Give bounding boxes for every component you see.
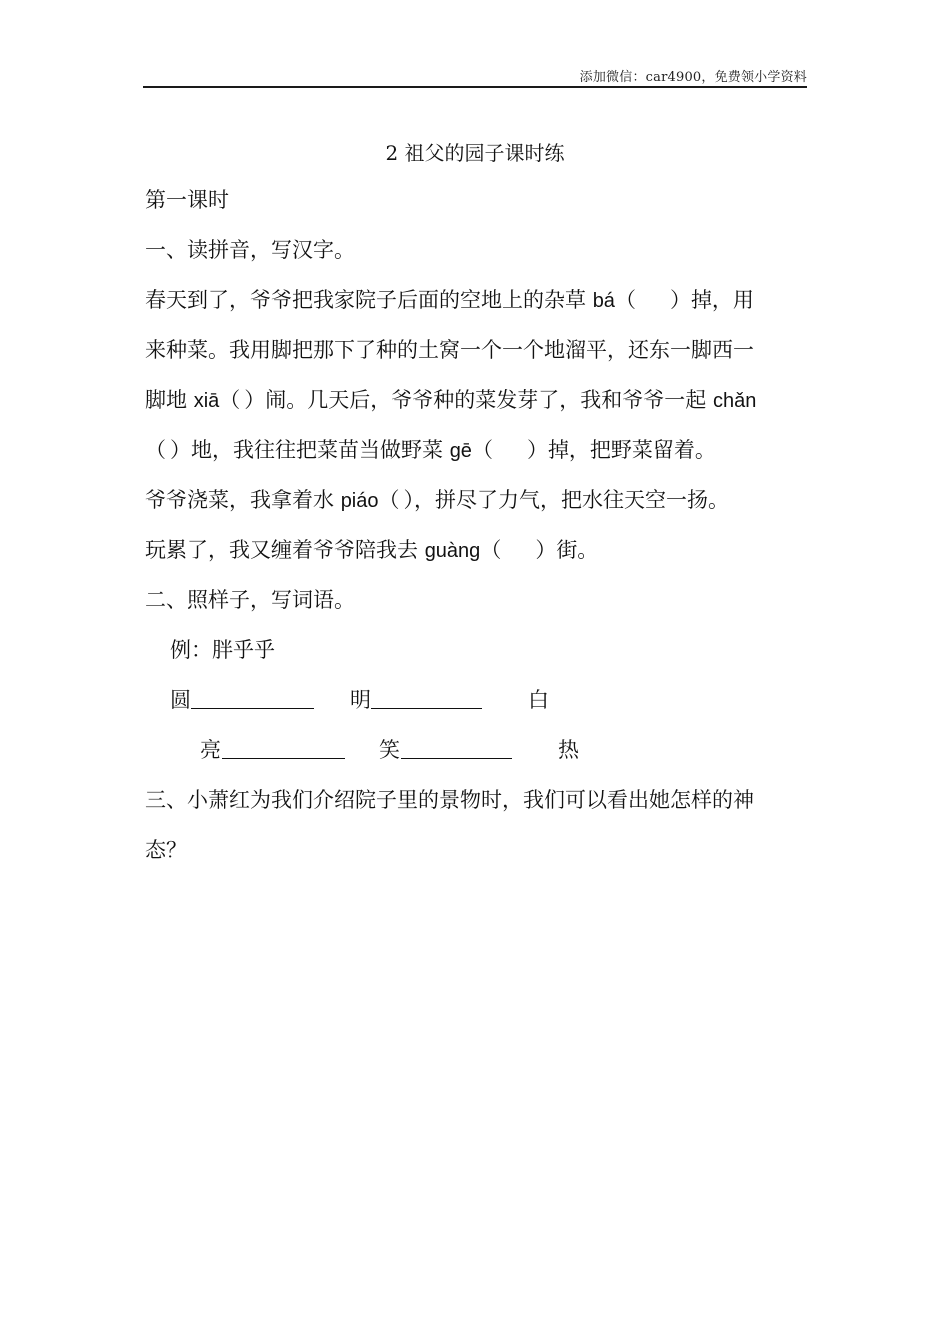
close-paren: ） xyxy=(526,438,548,462)
word-blank-xiao[interactable] xyxy=(401,757,512,759)
paragraph-line-4 xyxy=(145,436,716,465)
word-prompt-bai: 白 xyxy=(528,688,549,712)
open-paren: （ xyxy=(614,288,636,312)
text-segment: 春天到了，爷爷把我家院子后面的空地上的杂草 xyxy=(145,288,593,312)
word-blank-ming[interactable] xyxy=(371,707,482,709)
open-paren: （ xyxy=(471,438,493,462)
pinyin-ba: bá xyxy=(592,290,615,312)
text-segment: 脚地 xyxy=(145,388,194,412)
paragraph-line-5 xyxy=(145,486,729,515)
open-paren: （ xyxy=(480,538,502,562)
close-paren: ） xyxy=(669,288,691,312)
paragraph-line-3 xyxy=(145,386,756,415)
word-blank-yuan[interactable] xyxy=(191,707,314,709)
text-segment: 掉，用 xyxy=(690,288,754,312)
close-paren: ） xyxy=(535,538,557,562)
section3-question-line1: 三、小萧红为我们介绍院子里的景物时，我们可以看出她怎样的神 xyxy=(145,788,754,812)
word-prompt-ming: 明 xyxy=(350,688,371,712)
example-word: 例：胖乎乎 xyxy=(170,638,275,662)
text-segment: 地，我往往把菜苗当做野菜 xyxy=(191,438,450,462)
word-blank-liang[interactable] xyxy=(222,757,345,759)
text-segment: 玩累了，我又缠着爷爷陪我去 xyxy=(145,538,425,562)
pinyin-chan: chǎn xyxy=(712,390,757,412)
section3-question-line2: 态？ xyxy=(145,838,187,862)
section2-heading: 二、照样子，写词语。 xyxy=(145,588,355,612)
text-segment: 街。 xyxy=(556,538,599,562)
page-title: 2 祖父的园子课时练 xyxy=(385,141,565,165)
paragraph-line-1 xyxy=(145,286,754,315)
text-segment: ，拼尽了力气，把水往天空一扬。 xyxy=(414,488,729,512)
word-prompt-liang: 亮 xyxy=(200,738,221,762)
close-paren: ） xyxy=(244,388,266,412)
word-prompt-yuan: 圆 xyxy=(170,688,191,712)
word-prompt-xiao: 笑 xyxy=(379,738,400,762)
header-note: 添加微信：car4900，免费领小学资料 xyxy=(579,70,807,85)
open-paren: （ xyxy=(145,438,166,462)
lesson-label: 第一课时 xyxy=(145,188,229,212)
section1-heading: 一、读拼音，写汉字。 xyxy=(145,238,355,262)
pinyin-xia: xiā xyxy=(193,390,220,412)
pinyin-guang: guàng xyxy=(424,540,481,562)
pinyin-piao: piáo xyxy=(340,490,379,512)
text-segment: 掉，把野菜留着。 xyxy=(547,438,716,462)
open-paren: （ xyxy=(378,488,400,512)
open-paren: （ xyxy=(219,388,241,412)
text-segment: 闹。几天后，爷爷种的菜发芽了，我和爷爷一起 xyxy=(265,388,713,412)
header-divider xyxy=(143,86,807,88)
word-prompt-re: 热 xyxy=(558,738,579,762)
pinyin-ge: gē xyxy=(449,440,472,462)
close-paren: ） xyxy=(170,438,191,462)
paragraph-line-6 xyxy=(145,536,598,565)
paragraph-line-2: 来种菜。我用脚把那下了种的土窝一个一个地溜平，还东一脚西一 xyxy=(145,338,754,362)
close-paren: ） xyxy=(403,488,414,512)
text-segment: 爷爷浇菜，我拿着水 xyxy=(145,488,341,512)
